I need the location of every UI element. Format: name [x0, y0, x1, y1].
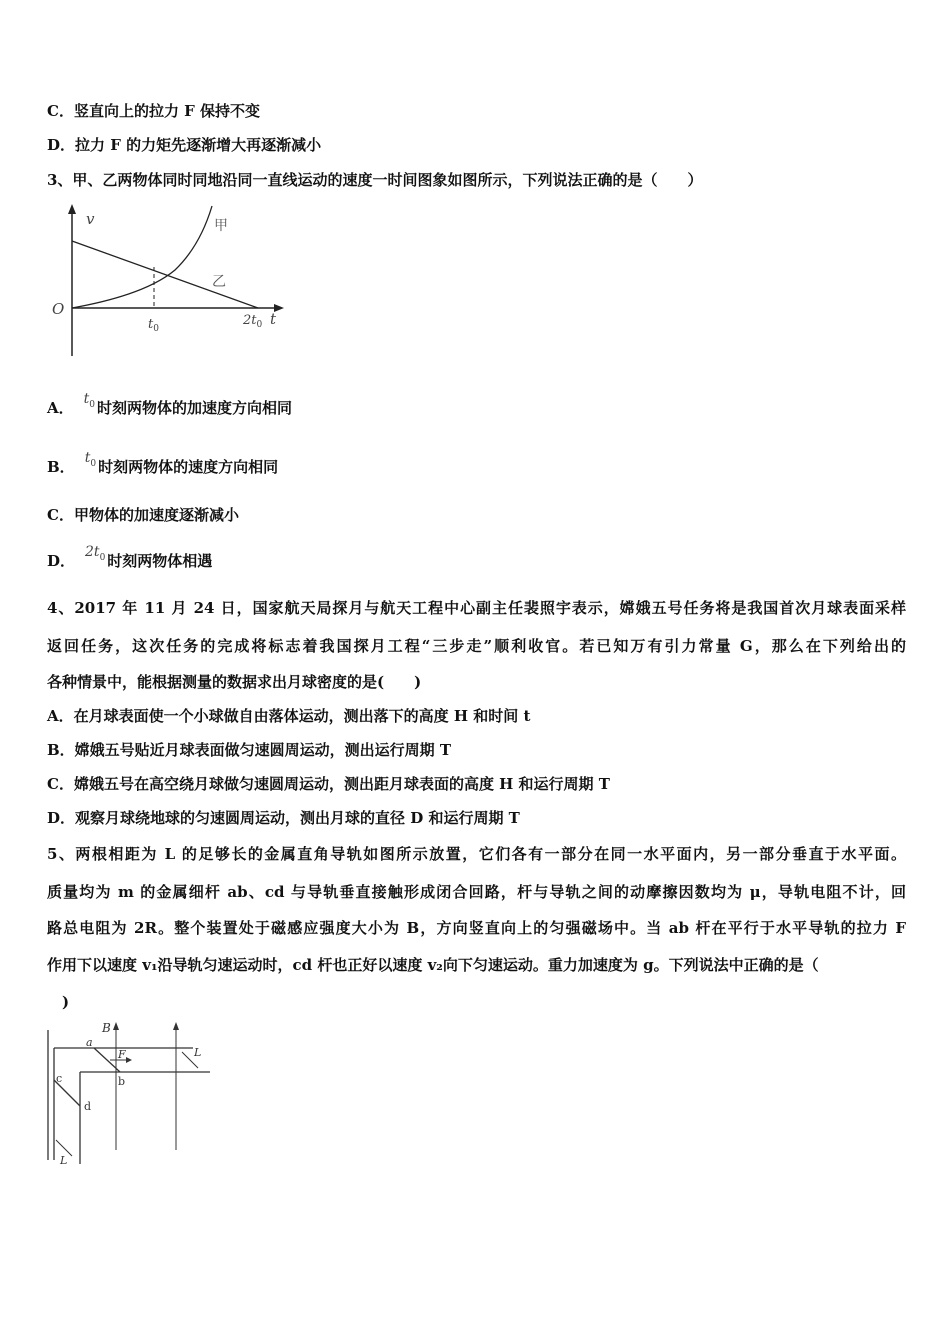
t0-symbol: $t_0$ [84, 450, 97, 469]
q4-option-d: D．观察月球绕地球的匀速圆周运动，测出月球的直径 D 和运行周期 T [47, 809, 520, 827]
force-arrowhead [126, 1057, 132, 1063]
q5-stem-line-5: ) [62, 993, 70, 1011]
v-axis-label: v [86, 210, 95, 228]
label-c: c [56, 1072, 63, 1085]
t0-symbol: $t_0$ [83, 391, 96, 410]
q2-option-d: D．拉力 F 的力矩先逐渐增大再逐渐减小 [47, 136, 322, 154]
q5-stem-line-4: 作用下以速度 v₁沿导轨匀速运动时，cd 杆也正好以速度 v₂向下匀速运动。重力加速度为 g。下列说法中正确的是（ [47, 956, 819, 974]
label-b: b [118, 1075, 126, 1088]
q5-stem-line-2: 质量均为 m 的金属细杆 ab、cd 与导轨垂直接触形成闭合回路，杆与导轨之间的动摩擦因数均为 μ，导轨电阻不计，回 [47, 883, 906, 901]
label-l-bottom: L [60, 1154, 68, 1167]
q3-option-c: C．甲物体的加速度逐渐减小 [47, 506, 239, 524]
origin-label: O [52, 300, 65, 318]
q5-stem-line-1: 5、两根相距为 L 的足够长的金属直角导轨如图所示放置，它们各有一部分在同一水平面内，另一部分垂直于水平面。 [47, 845, 906, 863]
q4-stem-line-1: 4、2017 年 11 月 24 日，国家航天局探月与航天工程中心副主任裴照宇表示，嫦娥五号任务将是我国首次月球表面采样 [47, 599, 906, 617]
label-d: d [84, 1100, 92, 1113]
q4-option-b: B．嫦娥五号贴近月球表面做匀速圆周运动，测出运行周期 T [47, 741, 452, 759]
label-f: F [118, 1048, 126, 1061]
q3-option-d: D． $2t_0$ 时刻两物体相遇 [47, 544, 213, 570]
q3-velocity-time-graph [40, 198, 300, 363]
label-a: a [86, 1036, 93, 1049]
b-field-arrow-1 [113, 1022, 119, 1030]
yi-line [72, 241, 258, 308]
b-field-arrow-2 [173, 1022, 179, 1030]
q4-option-c: C．嫦娥五号在高空绕月球做匀速圆周运动，测出距月球表面的高度 H 和运行周期 T [47, 775, 610, 793]
q4-option-a: A．在月球表面使一个小球做自由落体运动，测出落下的高度 H 和时间 t [47, 707, 531, 725]
v-axis-arrow [68, 204, 76, 214]
q3-option-b: B． $t_0$ 时刻两物体的速度方向相同 [47, 450, 279, 476]
q3-option-a: A． $t_0$ 时刻两物体的加速度方向相同 [47, 391, 293, 417]
q4-stem-line-3: 各种情景中，能根据测量的数据求出月球密度的是( ) [47, 673, 422, 691]
2t0-symbol: $2t_0$ [85, 544, 106, 563]
yi-label: 乙 [212, 274, 226, 290]
label-b-field: B [102, 1021, 111, 1035]
q5-stem-line-3: 路总电阻为 2R。整个装置处于磁感应强度大小为 B，方向竖直向上的匀强磁场中。当 ab 杆在平行于水平导轨的拉力 F [47, 919, 906, 937]
2t0-tick-label: $2t_0$ [243, 313, 263, 330]
q3-stem: 3、甲、乙两物体同时同地沿同一直线运动的速度一时间图象如图所示，下列说法正确的是（ ） [47, 171, 703, 189]
t-axis-label: t [270, 310, 277, 328]
label-l-top: L [194, 1046, 202, 1059]
jia-label: 甲 [214, 218, 228, 234]
t0-tick-label: $t_0$ [148, 317, 159, 334]
q2-option-c: C．竖直向上的拉力 F 保持不变 [47, 102, 261, 120]
q4-stem-line-2: 返回任务，这次任务的完成将标志着我国探月工程“三步走”顺利收官。若已知万有引力常量 G，那么在下列给出的 [47, 637, 906, 655]
q5-rail-diagram [38, 1018, 218, 1173]
